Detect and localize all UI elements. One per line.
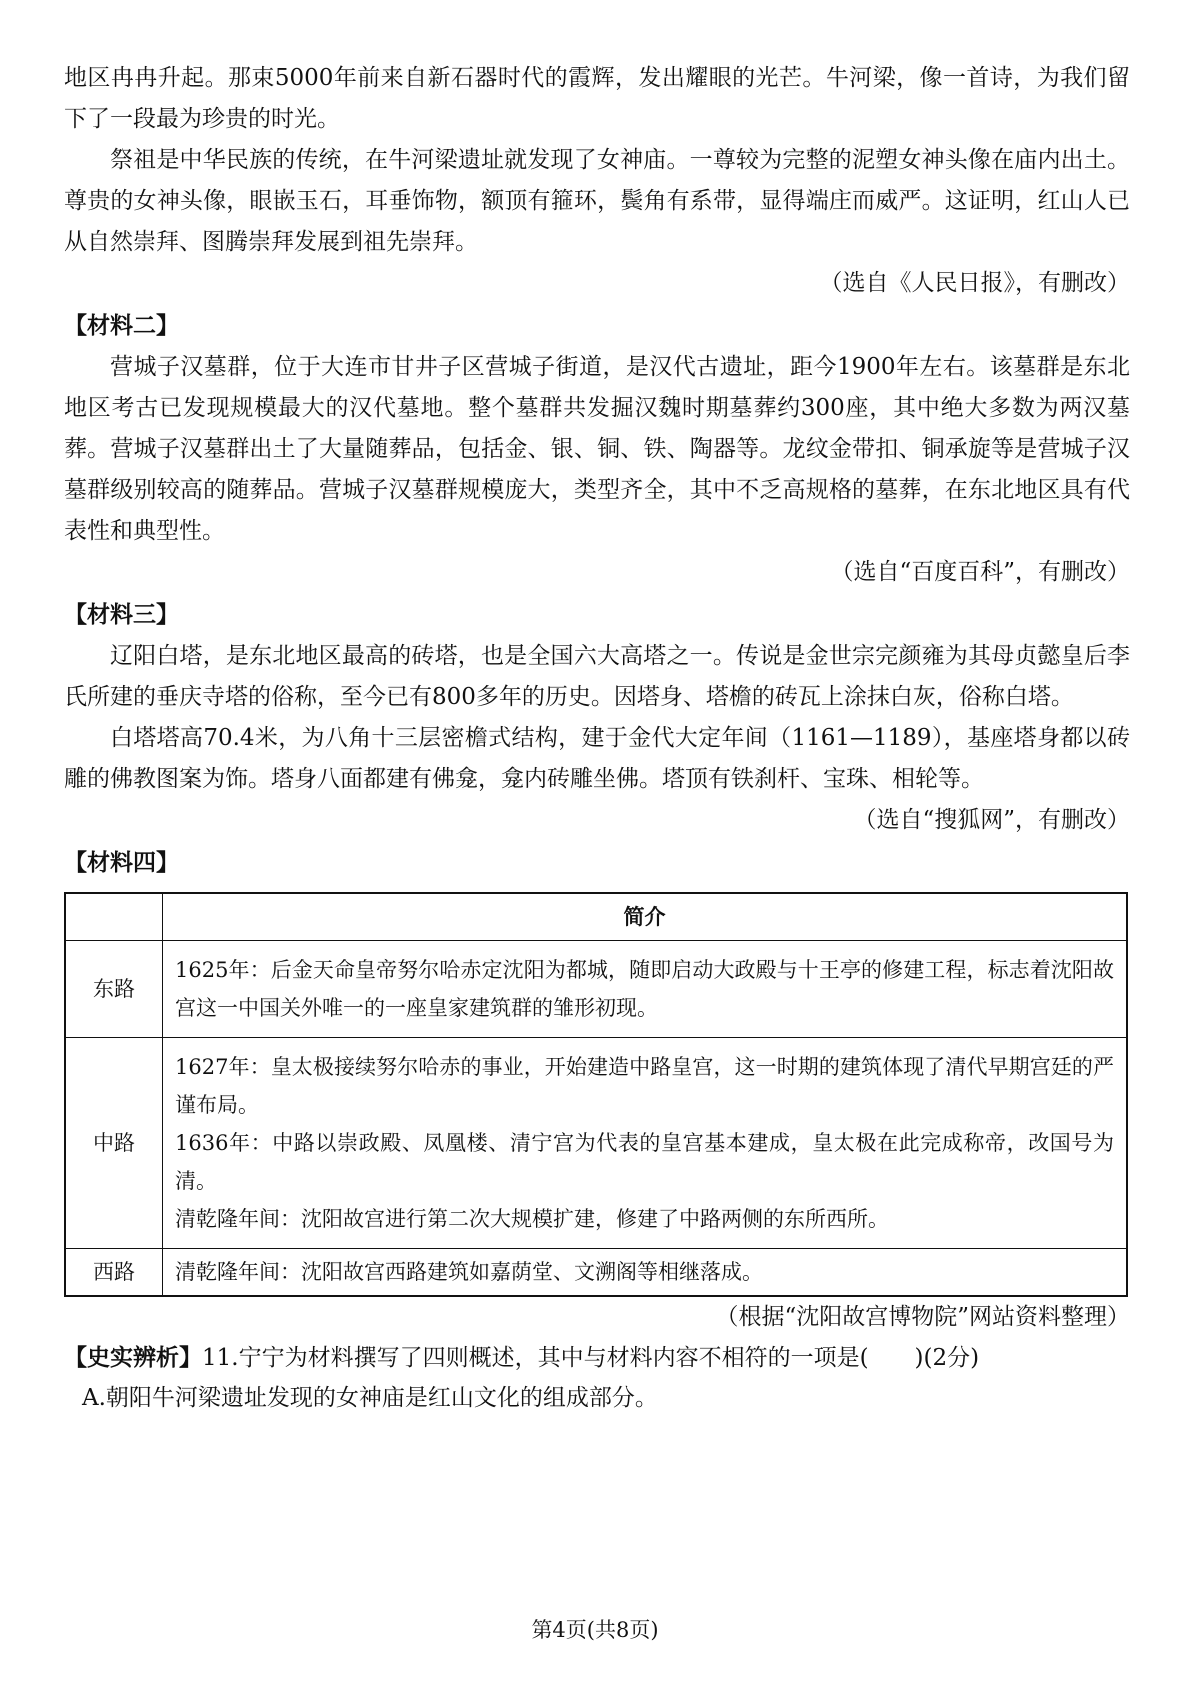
row-label-east: 东路 [65, 941, 163, 1038]
table-header-row [65, 893, 1127, 941]
source-citation-3: （选自“搜狐网”，有删改） [853, 807, 1130, 833]
row-label-west: 西路 [65, 1249, 163, 1297]
question-tag: 【史实辨析】 [64, 1345, 202, 1371]
table-header-intro: 简介 [163, 893, 1128, 941]
row-content-west [163, 1249, 1128, 1297]
page-number-footer: 第4页(共8页) [531, 1618, 659, 1642]
question-11 [64, 1338, 1130, 1378]
source-citation-4: （根据“沈阳故宫博物院”网站资料整理） [715, 1304, 1130, 1330]
table-row [65, 941, 1127, 1038]
intro-paragraph-2: 祭祖是中华民族的传统，在牛河梁遗址就发现了女神庙。一尊较为完整的泥塑女神头像在庙内出土。尊贵的女神头像，眼嵌玉石，耳垂饰物，额顶有箍环，鬓角有系带，显得端庄而威严。这证明，红山人已从自然崇拜、图腾崇拜发展到祖先崇拜。 [64, 147, 1130, 255]
row-line: 清乾隆年间：沈阳故宫进行第二次大规模扩建，修建了中路两侧的东所西所。 [175, 1207, 889, 1231]
row-line: 1636年：中路以崇政殿、凤凰楼、清宁宫为代表的皇宫基本建成，皇太极在此完成称帝，改国号为清。 [175, 1131, 1114, 1193]
question-stem: 11.宁宁为材料撰写了四则概述，其中与材料内容不相符的一项是( )(2分) [202, 1345, 980, 1371]
material-3-paragraph-1: 辽阳白塔，是东北地区最高的砖塔，也是全国六大高塔之一。传说是金世宗完颜雍为其母贞懿皇后李氏所建的垂庆寺塔的俗称，至今已有800多年的历史。因塔身、塔檐的砖瓦上涂抹白灰，俗称白塔。 [64, 643, 1130, 710]
row-content-east [163, 941, 1128, 1038]
question-option-a: A.朝阳牛河梁遗址发现的女神庙是红山文化的组成部分。 [82, 1385, 658, 1411]
table-row [65, 1249, 1127, 1297]
source-citation-1: （选自《人民日报》，有删改） [819, 270, 1130, 296]
row-content-middle [163, 1038, 1128, 1249]
table-row [65, 1038, 1127, 1249]
source-citation-2: （选自“百度百科”，有删改） [830, 559, 1130, 585]
material-2-paragraph: 营城子汉墓群，位于大连市甘井子区营城子街道，是汉代古遗址，距今1900年左右。该墓群是东北地区考古已发现规模最大的汉代墓地。整个墓群共发掘汉魏时期墓葬约300座，其中绝大多数为两汉墓葬。营城子汉墓群出土了大量随葬品，包括金、银、铜、铁、陶器等。龙纹金带扣、铜承旋等是营城子汉墓群级别较高的随葬品。营城子汉墓群规模庞大，类型齐全，其中不乏高规格的墓葬，在东北地区具有代表性和典型性。 [64, 354, 1130, 544]
material-3-paragraph-2: 白塔塔高70.4米，为八角十三层密檐式结构，建于金代大定年间（1161—1189），基座塔身都以砖雕的佛教图案为饰。塔身八面都建有佛龛，龛内砖雕坐佛。塔顶有铁刹杆、宝珠、相轮等。 [64, 725, 1130, 792]
page-content [64, 58, 1130, 1418]
material-3-heading: 【材料三】 [64, 602, 179, 628]
table-corner-cell [65, 893, 163, 941]
intro-paragraph-1: 地区冉冉升起。那束5000年前来自新石器时代的霞辉，发出耀眼的光芒。牛河梁，像一首诗，为我们留下了一段最为珍贵的时光。 [64, 65, 1130, 132]
row-line: 清乾隆年间：沈阳故宫西路建筑如嘉荫堂、文溯阁等相继落成。 [175, 1260, 763, 1284]
row-label-middle: 中路 [65, 1038, 163, 1249]
palace-history-table [64, 892, 1128, 1297]
row-line: 1625年：后金天命皇帝努尔哈赤定沈阳为都城，随即启动大政殿与十王亭的修建工程，标志着沈阳故宫这一中国关外唯一的一座皇家建筑群的雏形初现。 [175, 958, 1114, 1020]
row-line: 1627年：皇太极接续努尔哈赤的事业，开始建造中路皇宫，这一时期的建筑体现了清代早期宫廷的严谨布局。 [175, 1055, 1114, 1117]
material-4-heading: 【材料四】 [64, 850, 179, 876]
material-2-heading: 【材料二】 [64, 313, 179, 339]
